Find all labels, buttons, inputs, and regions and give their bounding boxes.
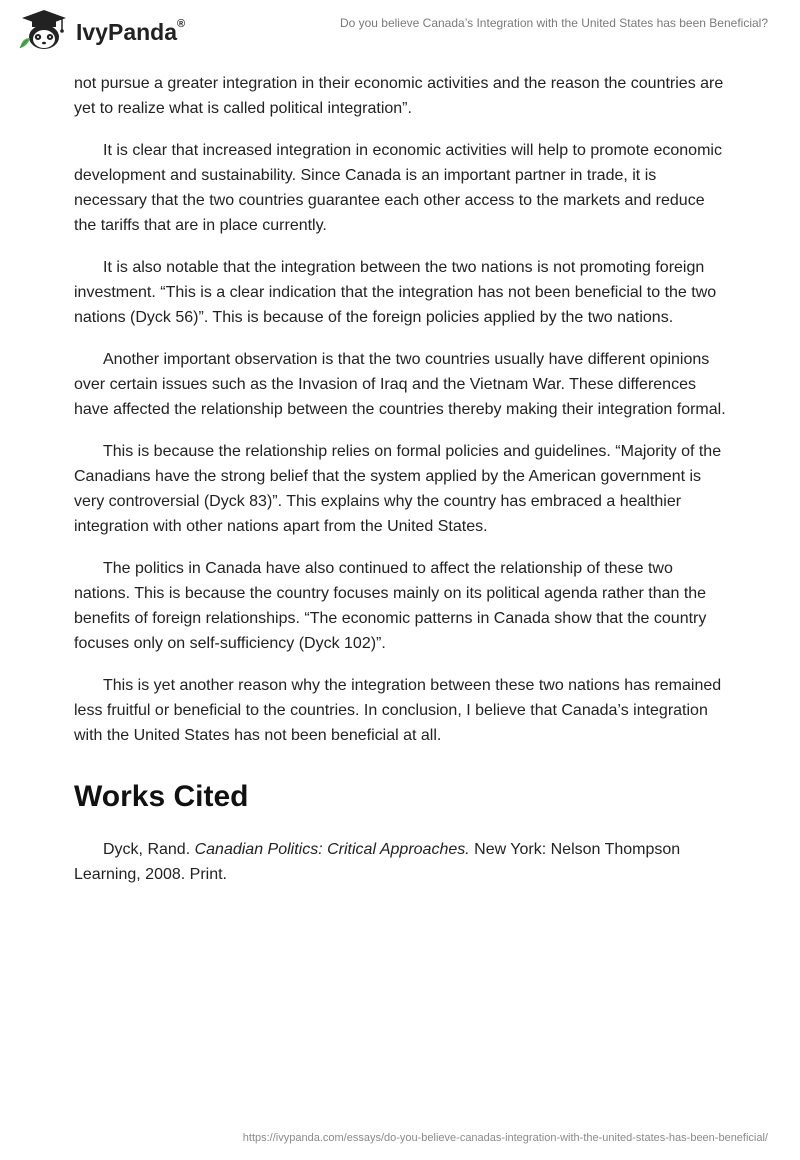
- citation-title: Canadian Politics: Critical Approaches.: [194, 841, 470, 858]
- paragraph: The politics in Canada have also continued to affect the relationship of these two nations. This is because the country focuses mainly on its political agenda rather than the benefits of foreign relationships. “The economic patterns in Canada show that the country focuses only on self-sufficiency (Dyck 102)”.: [74, 560, 707, 652]
- source-url-link[interactable]: https://ivypanda.com/essays/do-you-believe-canadas-integration-with-the-united-states-has-been-beneficial/: [242, 1132, 768, 1144]
- panda-graduate-icon: [16, 8, 72, 52]
- paragraph: not pursue a greater integration in their economic activities and the reason the countries are yet to realize what is called political integration”.: [74, 75, 724, 117]
- citation-entry: [74, 837, 730, 887]
- citation-author: Dyck, Rand.: [103, 841, 195, 858]
- paragraph: It is also notable that the integration between the two nations is not promoting foreign investment. “This is a clear indication that the integration has not been beneficial to the two nations (Dyck 56)”. This is because of the foreign policies applied by the two nations.: [74, 259, 717, 326]
- paragraph: This is yet another reason why the integration between these two nations has remained less fruitful or beneficial to the countries. In conclusion, I believe that Canada’s integration with the United States has not been beneficial at all.: [74, 677, 722, 744]
- works-cited-heading: Works Cited: [74, 780, 249, 813]
- paragraph: Another important observation is that the two countries usually have different opinions over certain issues such as the Invasion of Iraq and the Vietnam War. These differences have affected the relationship between the countries thereby making their integration formal.: [74, 351, 726, 418]
- page-header: [0, 0, 800, 70]
- ivypanda-logo-link[interactable]: [16, 8, 185, 52]
- essay-body: [74, 71, 730, 887]
- brand-name: IvyPanda®: [76, 17, 186, 45]
- paragraph: This is because the relationship relies on formal policies and guidelines. “Majority of the Canadians have the strong belief that the system applied by the American government is very controversial (Dyck 83)”. This explains why the country has embraced a healthier integration with other nations apart from the United States.: [74, 443, 722, 535]
- essay-title: Do you believe Canada’s Integration with the United States has been Beneficial?: [339, 16, 768, 30]
- citation-publication: New York: Nelson Thompson Learning, 2008. Print.: [74, 841, 681, 883]
- paragraph: It is clear that increased integration in economic activities will help to promote economic development and sustainability. Since Canada is an important partner in trade, it is necessary that the two countries guarantee each other access to the markets and reduce the tariffs that are in place currently.: [74, 142, 722, 234]
